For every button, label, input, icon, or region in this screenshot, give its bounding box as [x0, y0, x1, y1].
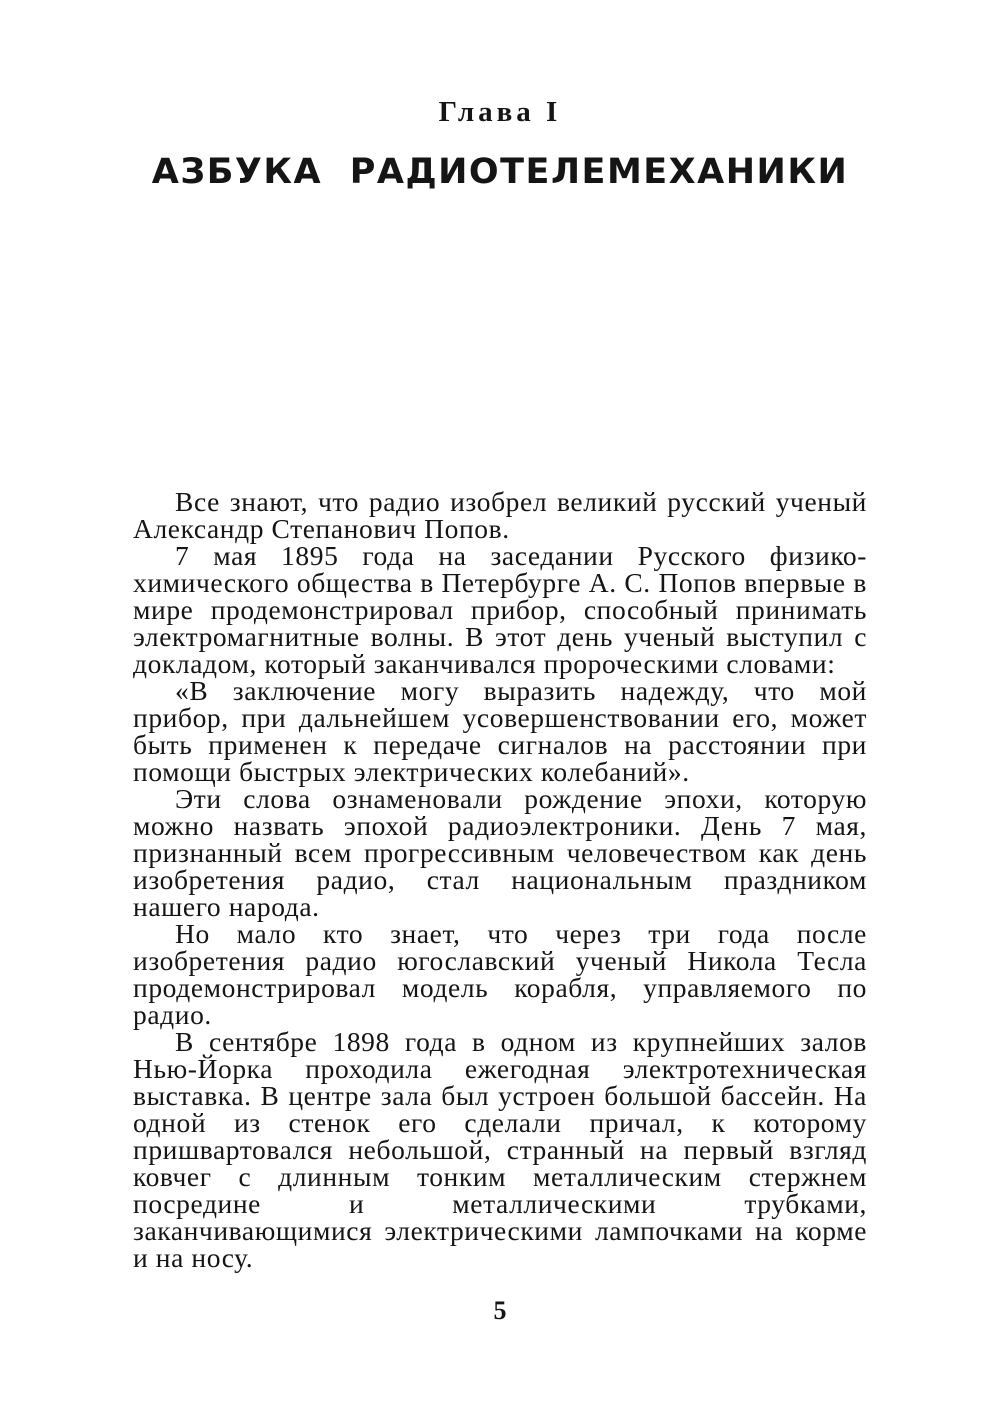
paragraph: Эти слова ознаменовали рождение эпохи, которую можно назвать эпохой радиоэлектроники. День 7 мая, признанный всем прогрессивным человечеством как день изобретения радио, стал национальным праздником нашего народа. — [133, 783, 867, 922]
paragraph: Все знают, что радио изобрел великий русский ученый Александр Степанович Попов. — [133, 486, 867, 544]
page-number: 5 — [493, 1296, 507, 1325]
paragraph: Но мало кто знает, что через три года после изобретения радио югославский ученый Никола Тесла продемонстрировал модель корабля, управляемого по радио. — [133, 918, 867, 1030]
paragraph: 7 мая 1895 года на заседании Русского физико-химического общества в Петербурге А. С. Попов впервые в мире продемонстрировал прибор, способный принимать электромагнитные волны. В этот день ученый выступил с докладом, который заканчивался пророческими словами: — [133, 540, 867, 679]
paragraph: В сентябре 1898 года в одном из крупнейших залов Нью-Йорка проходила ежегодная электротехническая выставка. В центре зала был устроен большой бассейн. На одной из стенок его сделали причал, к которому пришвартовался небольшой, странный на первый взгляд ковчег с длинным тонким металлическим стержнем посредине и металлическими трубками, заканчивающимися электрическими лампочками на корме и на носу. — [133, 1026, 867, 1273]
quote-paragraph: «В заключение могу выразить надежду, что мой прибор, при дальнейшем усовершенствовании его, может быть применен к передаче сигналов на расстоянии при помощи быстрых электрических колебаний». — [133, 675, 867, 787]
body-text — [133, 488, 867, 1271]
chapter-title: АЗБУКА РАДИОТЕЛЕМЕХАНИКИ — [151, 152, 849, 192]
chapter-label: Глава I — [438, 96, 562, 128]
